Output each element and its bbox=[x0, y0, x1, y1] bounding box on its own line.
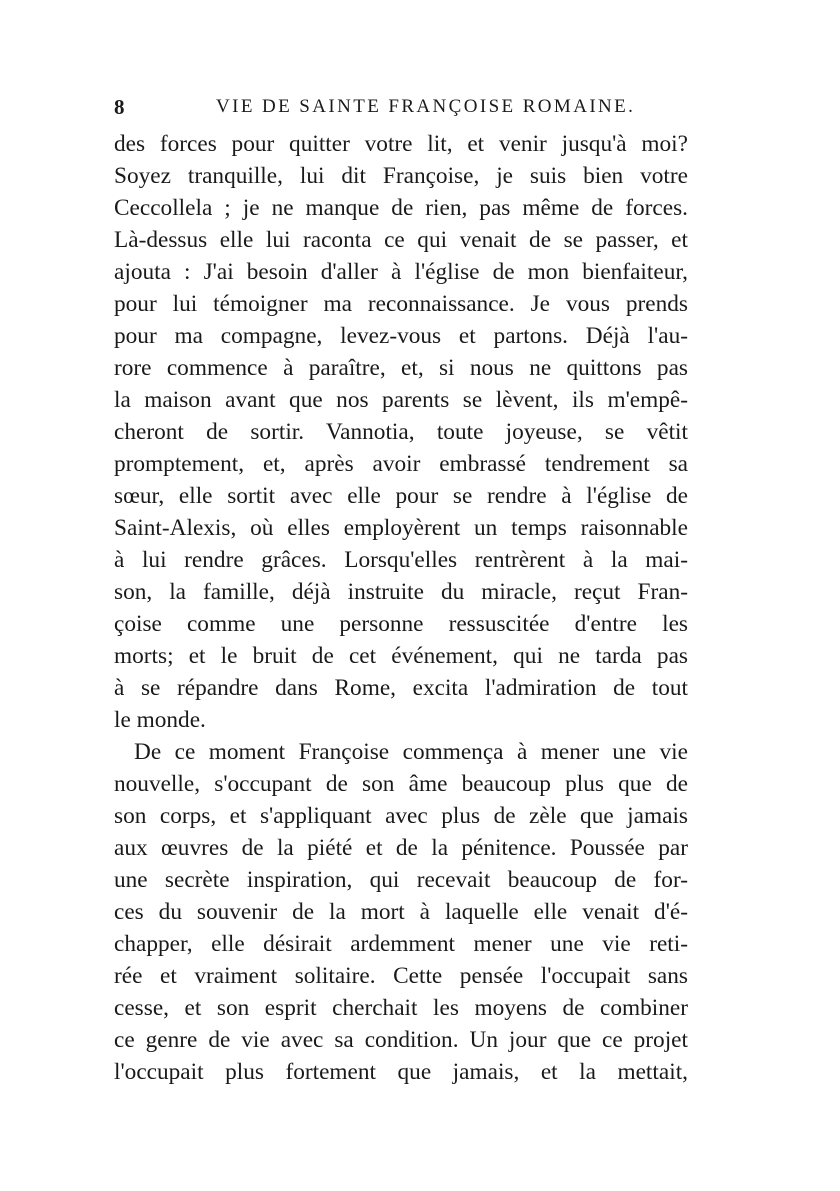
text-line: une secrète inspiration, qui recevait beaucoup de for- bbox=[114, 867, 688, 893]
page-header bbox=[114, 92, 710, 122]
text-line: son, la famille, déjà instruite du miracle, reçut Fran- bbox=[114, 579, 688, 605]
text-line: des forces pour quitter votre lit, et venir jusqu'à moi? bbox=[114, 131, 688, 157]
text-line: ce genre de vie avec sa condition. Un jour que ce projet bbox=[114, 1027, 688, 1053]
text-line: çoise comme une personne ressuscitée d'entre les bbox=[114, 611, 688, 637]
text-line: son corps, et s'appliquant avec plus de zèle que jamais bbox=[114, 803, 688, 829]
text-line: le monde. bbox=[114, 707, 206, 733]
text-line: pour lui témoigner ma reconnaissance. Je vous prends bbox=[114, 291, 688, 317]
text-line: aux œuvres de la piété et de la pénitence. Poussée par bbox=[114, 835, 688, 861]
text-line: rée et vraiment solitaire. Cette pensée l'occupait sans bbox=[114, 963, 688, 989]
text-line: ces du souvenir de la mort à laquelle elle venait d'é- bbox=[114, 899, 688, 925]
text-line: Là-dessus elle lui raconta ce qui venait de se passer, et bbox=[114, 227, 688, 253]
text-line: Ceccollela ; je ne manque de rien, pas même de forces. bbox=[114, 195, 688, 221]
text-line: sœur, elle sortit avec elle pour se rendre à l'église de bbox=[114, 483, 688, 509]
text-line: morts; et le bruit de cet événement, qui ne tarda pas bbox=[114, 643, 688, 669]
text-line: cheront de sortir. Vannotia, toute joyeuse, se vêtit bbox=[114, 419, 688, 445]
running-title: VIE DE SAINTE FRANÇOISE ROMAINE. bbox=[216, 96, 636, 117]
page-number: 8 bbox=[114, 95, 125, 119]
text-line: à se répandre dans Rome, excita l'admiration de tout bbox=[114, 675, 688, 701]
text-line: promptement, et, après avoir embrassé tendrement sa bbox=[114, 451, 688, 477]
text-line: De ce moment Françoise commença à mener une vie bbox=[134, 739, 688, 765]
text-line: cesse, et son esprit cherchait les moyens de combiner bbox=[114, 995, 688, 1021]
paragraph-1 bbox=[114, 128, 688, 736]
body-text bbox=[114, 128, 688, 1088]
text-line: Soyez tranquille, lui dit Françoise, je suis bien votre bbox=[114, 163, 688, 189]
text-line: à lui rendre grâces. Lorsqu'elles rentrèrent à la mai- bbox=[114, 547, 688, 573]
text-line: rore commence à paraître, et, si nous ne quittons pas bbox=[114, 355, 688, 381]
text-line: chapper, elle désirait ardemment mener une vie reti- bbox=[114, 931, 688, 957]
text-line: pour ma compagne, levez-vous et partons. Déjà l'au- bbox=[114, 323, 688, 349]
text-line: Saint-Alexis, où elles employèrent un temps raisonnable bbox=[114, 515, 688, 541]
text-line: la maison avant que nos parents se lèvent, ils m'empê- bbox=[114, 387, 688, 413]
paragraph-2 bbox=[114, 736, 688, 1088]
text-line: nouvelle, s'occupant de son âme beaucoup plus que de bbox=[114, 771, 688, 797]
text-line: l'occupait plus fortement que jamais, et la mettait, bbox=[114, 1059, 688, 1085]
text-line: ajouta : J'ai besoin d'aller à l'église de mon bienfaiteur, bbox=[114, 259, 688, 285]
